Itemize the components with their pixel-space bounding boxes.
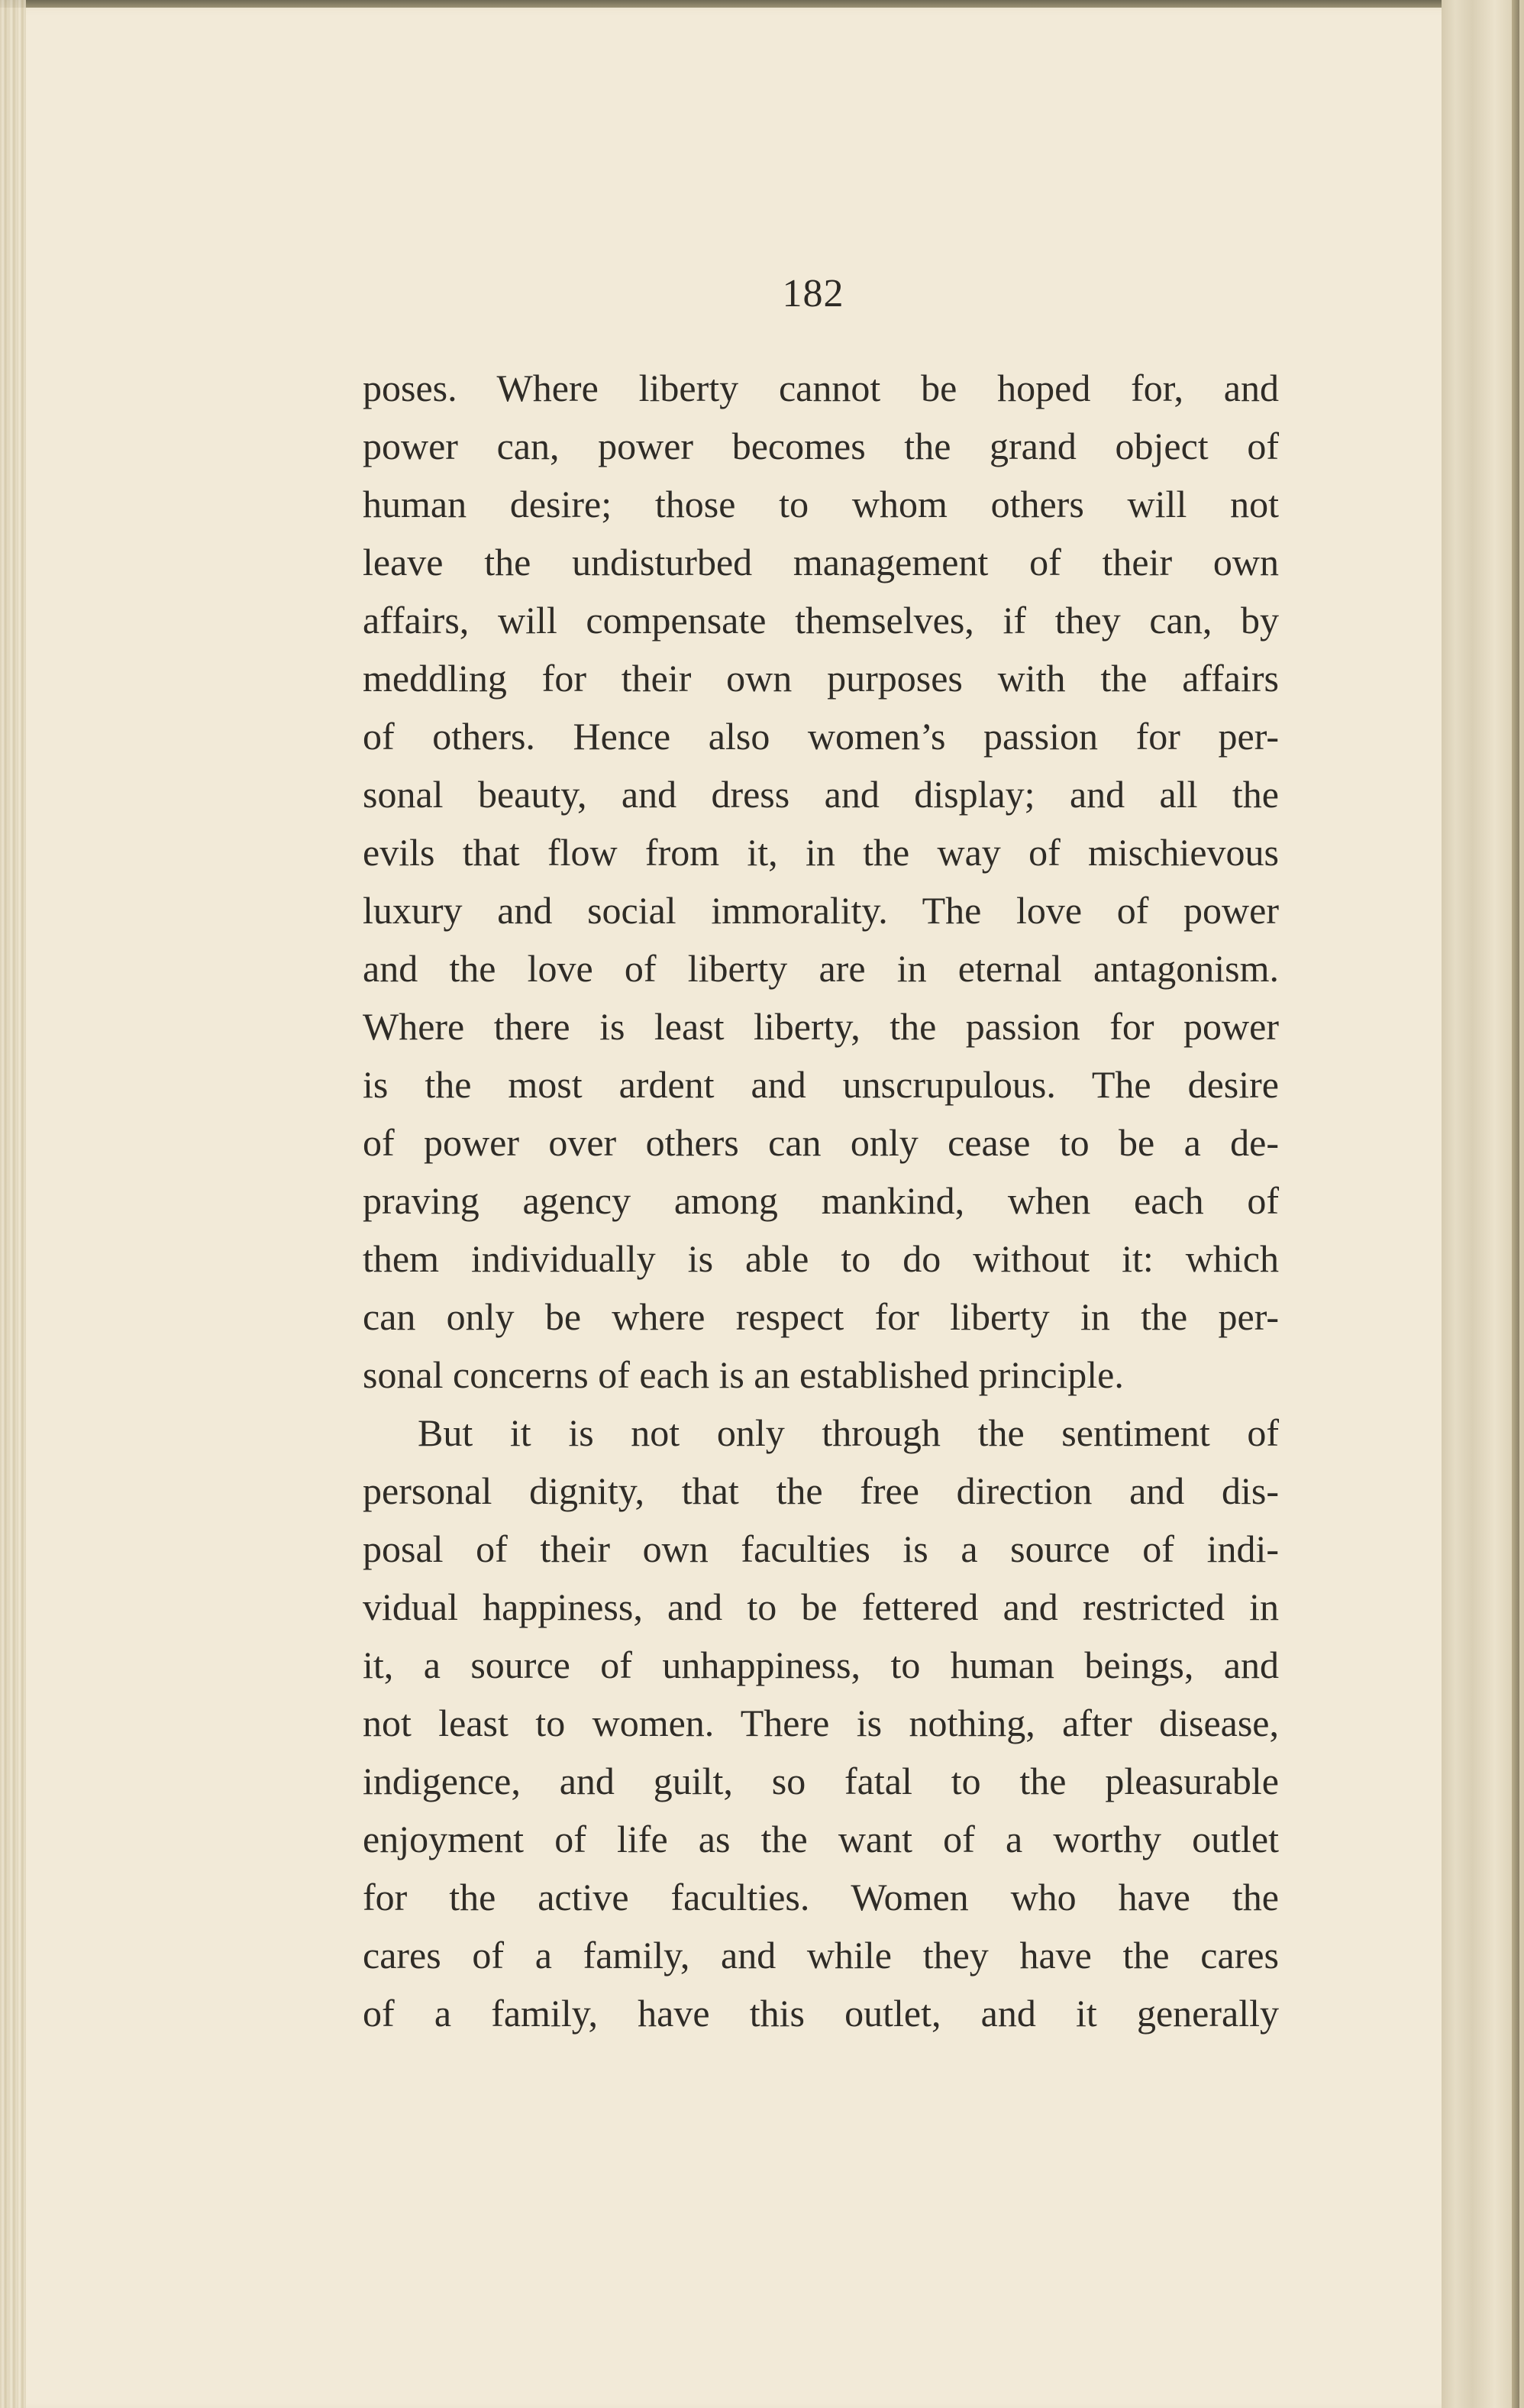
text-line: posal of their own faculties is a source of indi- <box>363 1527 1279 1570</box>
text-line: Where there is least liberty, the passion for power <box>363 1005 1279 1048</box>
text-line: sonal concerns of each is an established principle. <box>363 1353 1124 1396</box>
text-line: human desire; those to whom others will not <box>363 483 1279 525</box>
text-line: them individually is able to do without it: which <box>363 1237 1279 1280</box>
text-line: meddling for their own purposes with the affairs <box>363 657 1279 700</box>
text-line: luxury and social immorality. The love of power <box>363 889 1279 932</box>
text-line: enjoyment of life as the want of a worthy outlet <box>363 1818 1279 1860</box>
text-line: power can, power becomes the grand object of <box>363 425 1279 467</box>
text-line: sonal beauty, and dress and display; and all the <box>363 773 1279 816</box>
text-line: is the most ardent and unscrupulous. The desire <box>363 1063 1279 1106</box>
text-line: affairs, will compensate themselves, if they can, by <box>363 599 1279 642</box>
book-spine-edge <box>0 0 26 2408</box>
text-line: it, a source of unhappiness, to human beings, and <box>363 1644 1279 1686</box>
text-line: of others. Hence also women’s passion for per- <box>363 715 1279 758</box>
text-line: and the love of liberty are in eternal antagonism. <box>363 947 1279 990</box>
text-line-paragraph-start: But it is not only through the sentiment of <box>418 1411 1279 1454</box>
book-cover-edge <box>1512 0 1519 2408</box>
text-line: personal dignity, that the free direction and dis- <box>363 1469 1279 1512</box>
text-line: not least to women. There is nothing, after disease, <box>363 1702 1279 1744</box>
text-line: vidual happiness, and to be fettered and restricted in <box>363 1585 1279 1628</box>
text-line: cares of a family, and while they have the cares <box>363 1934 1279 1976</box>
page-number: 182 <box>782 272 844 315</box>
text-line: of power over others can only cease to be a de- <box>363 1121 1279 1164</box>
body-text <box>363 359 1279 2042</box>
text-line: evils that flow from it, in the way of mischievous <box>363 831 1279 874</box>
text-line: leave the undisturbed management of their own <box>363 541 1279 583</box>
text-line: for the active faculties. Women who have the <box>363 1876 1279 1918</box>
text-line: indigence, and guilt, so fatal to the pleasurable <box>363 1760 1279 1802</box>
text-line: poses. Where liberty cannot be hoped for, and <box>363 367 1279 409</box>
text-line: can only be where respect for liberty in the per- <box>363 1295 1279 1338</box>
text-line: praving agency among mankind, when each of <box>363 1179 1279 1222</box>
text-line: of a family, have this outlet, and it generally <box>363 1992 1279 2035</box>
